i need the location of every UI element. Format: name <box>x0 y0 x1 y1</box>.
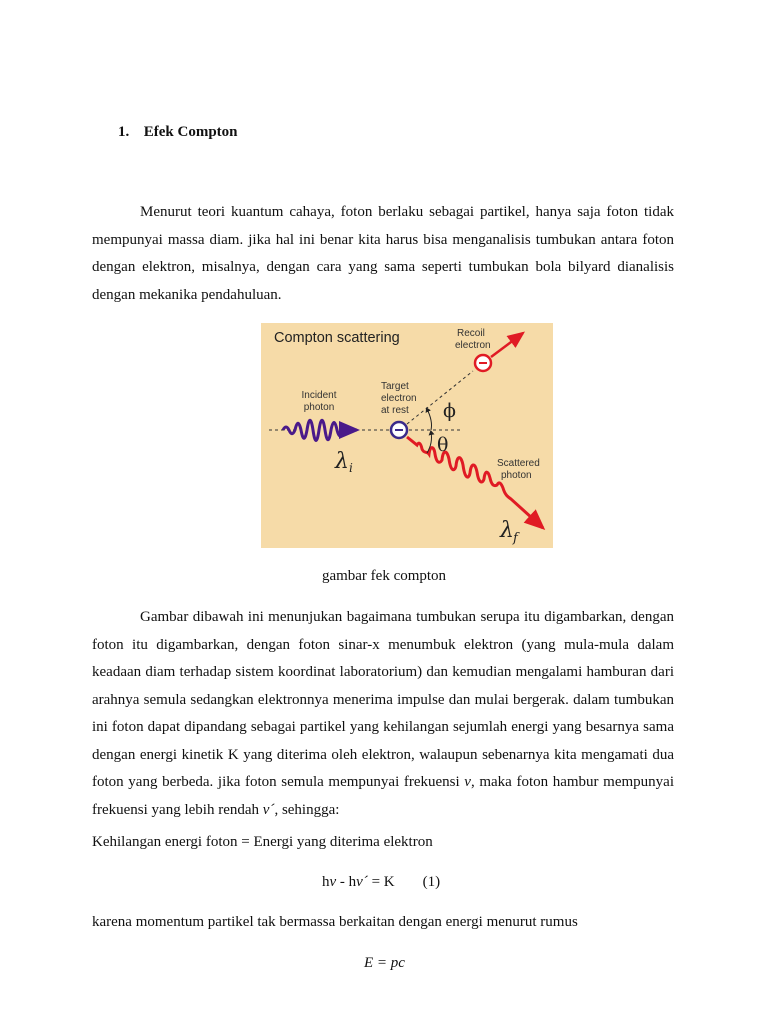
equation-1-number: (1) <box>422 874 441 890</box>
phi-symbol: ϕ <box>443 400 456 422</box>
recoil-label-1: Recoil <box>457 328 485 339</box>
incident-label-1: Incident <box>301 390 337 401</box>
compton-diagram <box>261 323 553 548</box>
equation-2: E = pc <box>364 955 405 971</box>
section-number: 1. <box>118 124 130 140</box>
eq1-h: h <box>322 874 330 890</box>
target-label-1: Target <box>381 381 409 392</box>
figure-caption: gambar fek compton <box>321 568 447 584</box>
theta-symbol: θ <box>437 434 449 456</box>
compton-scattering-figure <box>261 323 553 548</box>
lambda-i-subscript: i <box>349 461 353 475</box>
equation-1 <box>322 874 440 891</box>
figure-title: Compton scattering <box>274 330 400 346</box>
lambda-f-subscript: f <box>513 531 518 546</box>
paragraph-intro: Menurut teori kuantum cahaya, foton berlaku sebagai partikel, hanya saja foton tidak mempunyai massa diam. jika hal ini benar kita harus bisa menganalisis tumbukan antara foton dengan elektron, misalnya, dengan cara yang sama seperti tumbukan bola bilyard dianalisis dengan mekanika pendahuluan. <box>92 204 674 303</box>
paragraph2-mid: , maka foton hambur mempunyai frekuensi yang lebih rendah <box>92 774 674 818</box>
paragraph2-main: Gambar dibawah ini menunjukan bagaimana tumbukan serupa itu digambarkan, dengan foton itu digambarkan, dengan foton sinar-x menumbuk elektron (yang mula-mula dalam keadaan diam terhadap sistem koordinat laboratorium) dan kemudian mengalami hamburan dari arahnya semula sedangkan elektronnya menerima impulse dan mulai bergerak. dalam tumbukan ini foton dapat dipandang sebagai partikel yang kehilangan sejumlah energi yang besarnya sama dengan energi kinetik K yang diterima oleh elektron, walaupun sebenarnya kita mengamati dua foton yang berbeda. jika foton semula mempunyai frekuensi <box>92 609 674 790</box>
paragraph2-end: , sehingga: <box>274 801 340 818</box>
incident-label-2: photon <box>303 402 335 413</box>
eq1-nu: v <box>329 874 337 890</box>
eq1-rhs: = K <box>367 874 395 890</box>
scattered-label-1: Scattered <box>497 458 540 469</box>
eq1-nu-prime: v´ <box>356 874 368 890</box>
paragraph-explanation <box>92 604 674 824</box>
target-label-2: electron <box>381 393 417 404</box>
scattered-label-2: photon <box>501 470 532 481</box>
nu-prime-symbol: v´ <box>262 801 275 818</box>
lambda-f-symbol: λ <box>500 518 514 543</box>
section-title: Efek Compton <box>143 124 238 140</box>
target-label-3: at rest <box>381 405 409 416</box>
section-heading <box>118 124 238 141</box>
nu-symbol: v <box>464 774 471 790</box>
lambda-i-symbol: λ <box>335 449 349 474</box>
recoil-label-2: electron <box>455 340 491 351</box>
eq1-minus-h: - h <box>336 874 357 890</box>
energy-loss-statement: Kehilangan energi foton = Energi yang diterima elektron <box>92 834 433 850</box>
momentum-statement: karena momentum partikel tak bermassa berkaitan dengan energi menurut rumus <box>92 914 578 930</box>
